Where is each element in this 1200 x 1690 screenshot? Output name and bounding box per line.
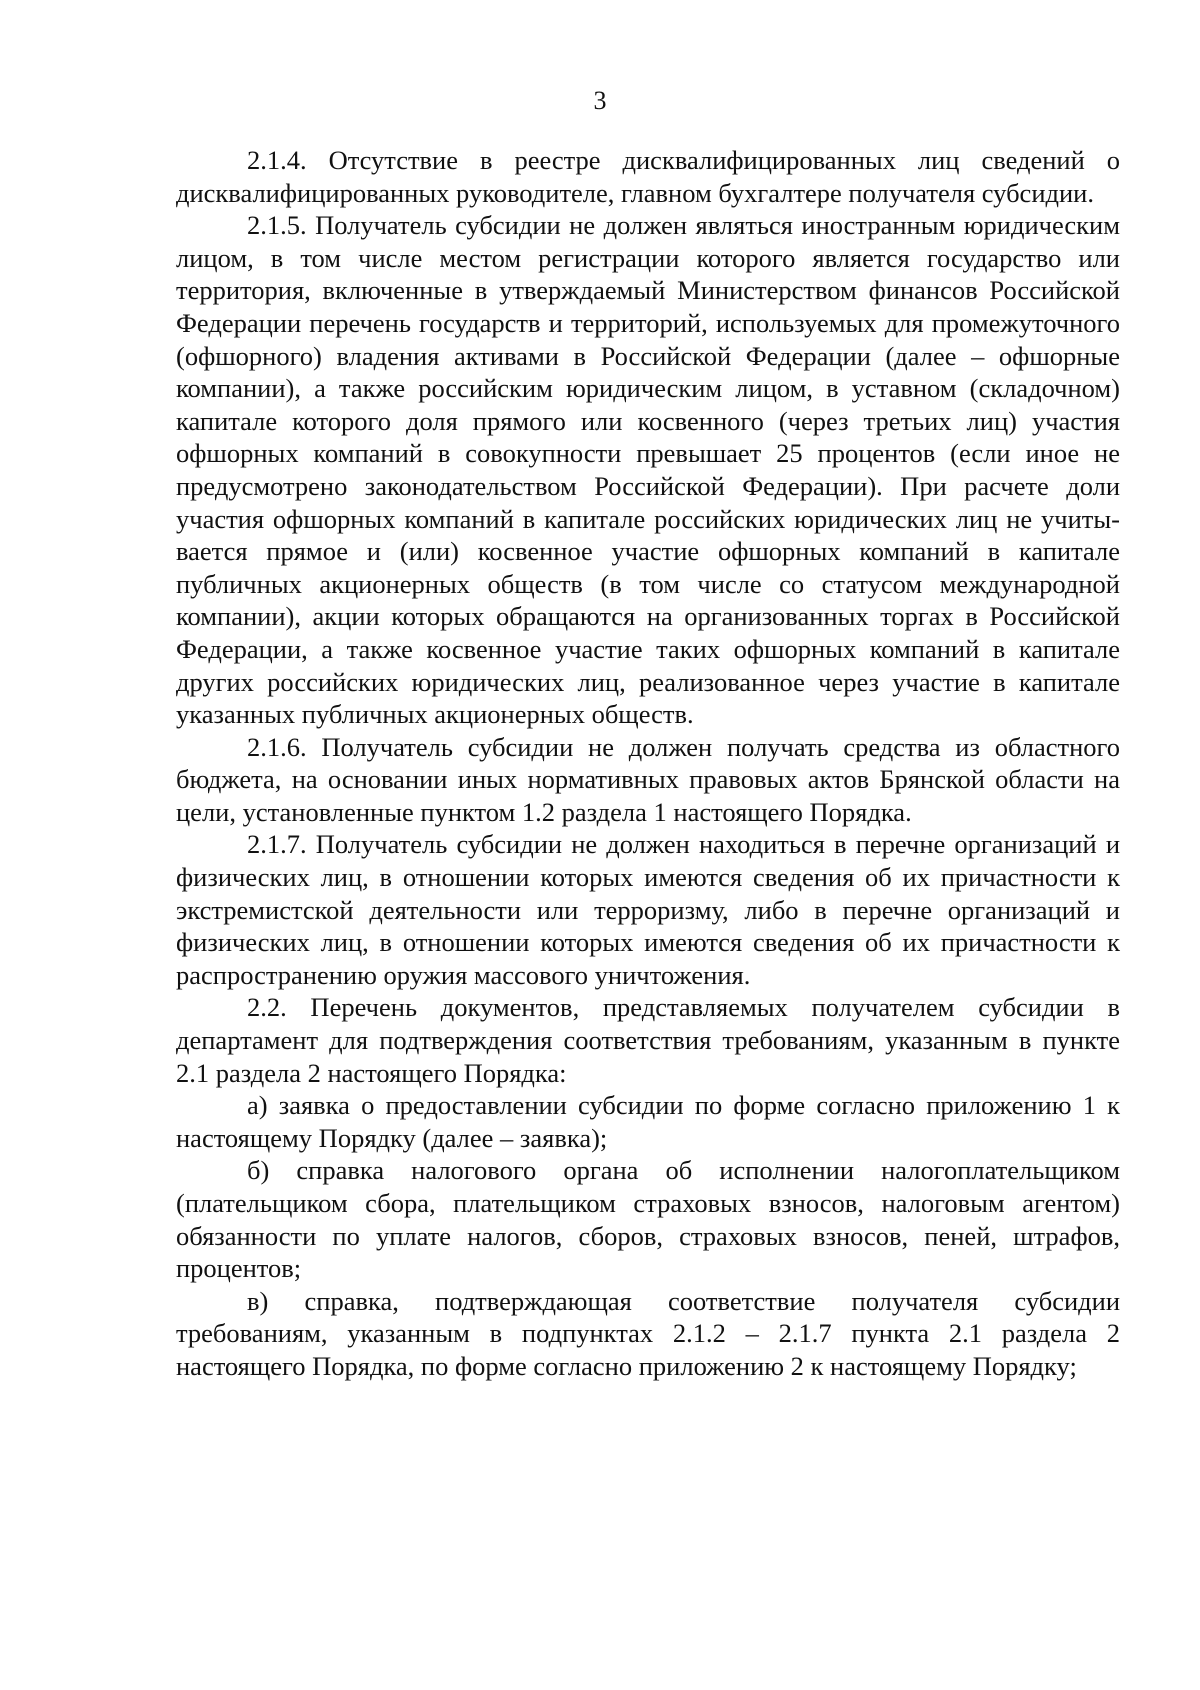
page-number: 3 xyxy=(593,86,607,115)
paragraph-2-1-4: 2.1.4. Отсутствие в реестре дисквалифицированных лиц сведений о дисквалифицированных руководителе, главном бухгалтере получателя субсидии. xyxy=(176,145,1120,208)
list-item-b: б) справка налогового органа об исполнении налогоплательщиком (плательщиком сбора, плательщиком страховых взносов, налоговым агентом) обязанности по уплате налогов, сборов, страховых взносов, пеней, штрафов, процентов; xyxy=(176,1155,1120,1284)
paragraph-2-1-7: 2.1.7. Получатель субсидии не должен находиться в перечне организаций и физических лиц, в отношении которых имеются сведения об их причастности к экстремистской деятельности или терроризму, либо в перечне организаций и физических лиц, в отношении которых имеются сведения об их причастности к распространению оружия массового уничтожения. xyxy=(176,829,1120,990)
paragraph-2-1-6: 2.1.6. Получатель субсидии не должен получать средства из областного бюджета, на основании иных нормативных правовых актов Брянской области на цели, установленные пунктом 1.2 раздела 1 настоящего Порядка. xyxy=(176,731,1120,827)
paragraph-2-2: 2.2. Перечень документов, представляемых получателем субсидии в департамент для подтверждения соответствия требованиям, указанным в пункте 2.1 раздела 2 настоящего Порядка: xyxy=(176,992,1120,1088)
list-item-a: а) заявка о предоставлении субсидии по форме согласно приложению 1 к настоящему Порядку (далее – заявка); xyxy=(176,1090,1120,1153)
list-item-v: в) справка, подтверждающая соответствие получателя субсидии требованиям, указанным в подпунктах 2.1.2 – 2.1.7 пункта 2.1 раздела 2 настоящего Порядка, по форме согласно приложению 2 к настоящему Порядку; xyxy=(176,1285,1120,1381)
paragraph-2-1-5: 2.1.5. Получатель субсидии не должен являться иностранным юридическим лицом, в том числе местом регистрации которого является государство или территория, включенные в утверждаемый Министерством финансов Российской Федерации перечень государств и территорий, используемых для промежуточного (офшорного) владения активами в Российской Федерации (далее – офшорные компании), а также российским юридическим лицом, в уставном (складочном) капитале которого доля прямого или косвенного (через третьих лиц) участия офшорных компаний в совокупности превышает 25 процентов (если иное не предусмотрено законодательством Российской Федерации). При расчете доли участия офшорных компаний в капитале российских юридических лиц не учитывается прямое и (или) косвенное участие офшорных компаний в капитале публичных акционерных обществ (в том числе со статусом международной компании), акции которых обращаются на организованных торгах в Российской Федерации, а также косвенное участие таких офшорных компаний в капитале других российских юридических лиц, реализованное через участие в капитале указанных публичных акционерных обществ. xyxy=(176,210,1120,730)
document-body xyxy=(176,144,1120,1383)
